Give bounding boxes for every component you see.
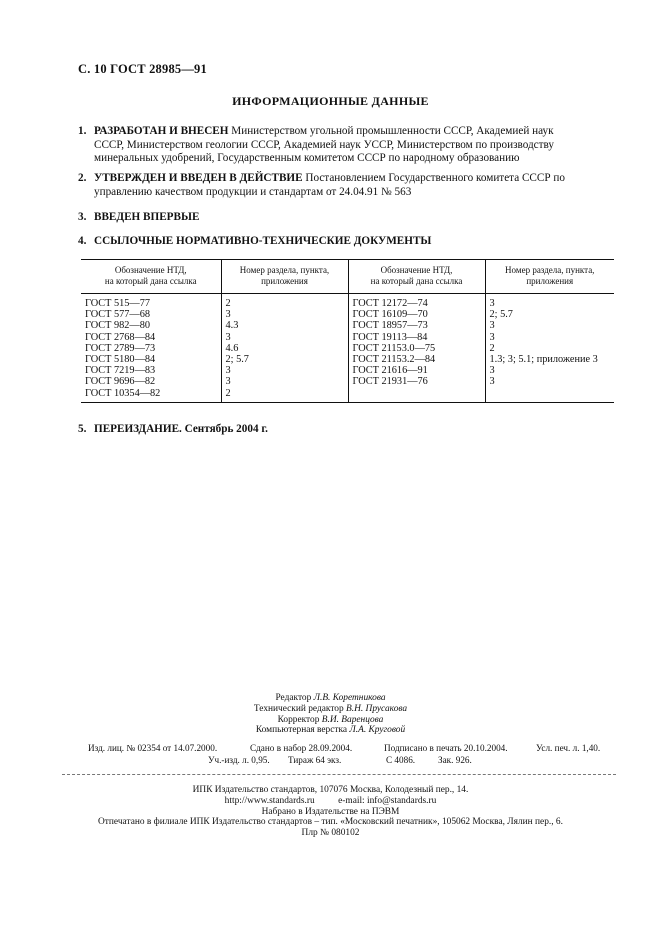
- info-item-3: [78, 211, 618, 225]
- page-header: С. 10 ГОСТ 28985—91: [78, 62, 207, 76]
- item-number: 5.: [78, 423, 87, 435]
- table-cell: ГОСТ 19113—84: [348, 332, 485, 343]
- credit-line: Редактор Л.В. Коретникова: [275, 693, 386, 703]
- table-cell: ГОСТ 18957—73: [348, 320, 485, 331]
- table-cell: 3: [221, 309, 348, 320]
- table-cell: 2: [221, 294, 348, 310]
- table-row: [81, 365, 614, 376]
- publisher-line: Плр № 080102: [301, 828, 360, 839]
- imprint-typeset: Сдано в набор 28.09.2004.: [250, 743, 353, 753]
- table-row: [81, 376, 614, 387]
- credit-name: В.И. Варенцова: [321, 714, 384, 725]
- publisher-line: ИПК Издательство стандартов, 107076 Москва, Колодезный пер., 14.: [192, 785, 469, 795]
- table-cell: 3: [485, 365, 614, 376]
- table-cell: ГОСТ 5180—84: [85, 354, 156, 366]
- table-cell: [485, 388, 614, 403]
- publisher-line: Отпечатано в филиале ИПК Издательство стандартов – тип. «Московский печатник», 105062 Москва, Лялин пер., 6.: [98, 817, 563, 828]
- table-cell: 3: [221, 332, 348, 343]
- table-row: [81, 309, 614, 320]
- table-cell: 3: [485, 294, 614, 310]
- table-cell: 2: [221, 388, 348, 403]
- imprint-license: Изд. лиц. № 02354 от 14.07.2000.: [88, 743, 218, 753]
- table-cell: ГОСТ 577—68: [85, 309, 151, 321]
- item-number: 1.: [78, 125, 87, 137]
- references-table-wrapper: [81, 259, 614, 403]
- table-cell: ГОСТ 7219—83: [85, 365, 156, 377]
- table-cell: 3: [221, 376, 348, 387]
- table-cell: ГОСТ 21931—76: [348, 376, 485, 387]
- item-text: Постановлением Государственного комитета СССР по: [305, 172, 565, 184]
- item-text: СССР, Министерством геологии СССР, Академией наук УССР, Министерством по производству: [94, 138, 555, 151]
- table-row: [81, 354, 614, 365]
- col-header-ntd-2: Обозначение НТД, на который дана ссылка: [348, 260, 485, 294]
- table-cell: 2; 5.7: [485, 309, 614, 320]
- info-item-2: [78, 172, 618, 199]
- credit-name: В.Н. Прусакова: [346, 703, 408, 714]
- item-text: управлению качеством продукции и стандартам от 24.04.91 № 563: [94, 185, 412, 198]
- item-text: минеральных удобрений, Государственным комитетом СССР по народному образованию: [94, 152, 520, 164]
- item-text: Министерством угольной промышленности СССР, Академией наук: [231, 125, 554, 137]
- imprint-pub-sheets: Уч.-изд. л. 0,95.: [208, 755, 270, 765]
- publisher-line: Набрано в Издательстве на ПЭВМ: [261, 806, 400, 817]
- table-cell: 4.6: [221, 343, 348, 354]
- editorial-credits: [0, 693, 661, 736]
- imprint-run: Тираж 64 экз.: [288, 755, 342, 765]
- table-cell: ГОСТ 9696—82: [85, 376, 156, 388]
- table-cell: ГОСТ 21616—91: [348, 365, 485, 376]
- table-row: [81, 332, 614, 343]
- table-cell: 2; 5.7: [221, 354, 348, 365]
- imprint-order-c: С 4086.: [386, 755, 416, 765]
- table-row: [81, 320, 614, 331]
- imprint-order: Зак. 926.: [438, 755, 472, 765]
- credit-line: Компьютерная верстка Л.А. Круговой: [255, 725, 406, 736]
- table-row: [81, 388, 614, 403]
- publisher-line: http://www.standards.ru e-mail: info@standards.ru: [224, 795, 437, 806]
- table-cell: 1.3; 3; 5.1; приложение 3: [485, 354, 614, 365]
- credit-line: Корректор В.И. Варенцова: [277, 714, 384, 725]
- col-header-section-2: Номер раздела, пункта, приложения: [485, 260, 614, 294]
- table-cell: ГОСТ 982—80: [85, 320, 151, 332]
- credit-line: Технический редактор В.Н. Прусакова: [253, 703, 408, 714]
- table-cell: ГОСТ 16109—70: [348, 309, 485, 320]
- table-row: [81, 294, 614, 310]
- table-cell: ГОСТ 12172—74: [348, 294, 485, 310]
- credit-name: Л.В. Коретникова: [313, 693, 386, 703]
- table-header-row: [81, 260, 614, 294]
- col-header-ntd-1: Обозначение НТД, на который дана ссылка: [81, 260, 221, 294]
- table-cell: [348, 388, 485, 403]
- divider: [62, 774, 616, 775]
- table-cell: 2: [485, 343, 614, 354]
- item-label: ПЕРЕИЗДАНИЕ. Сентябрь 2004 г.: [94, 423, 268, 435]
- info-item-5: [78, 423, 618, 437]
- table-cell: ГОСТ 21153.0—75: [348, 343, 485, 354]
- table-row: [81, 343, 614, 354]
- publisher-info: [0, 785, 661, 839]
- item-number: 4.: [78, 235, 87, 247]
- info-item-1: [78, 125, 618, 166]
- item-label: ССЫЛОЧНЫЕ НОРМАТИВНО-ТЕХНИЧЕСКИЕ ДОКУМЕНТЫ: [94, 235, 432, 247]
- item-number: 2.: [78, 172, 87, 184]
- item-number: 3.: [78, 211, 87, 223]
- imprint-signed: Подписано в печать 20.10.2004.: [384, 743, 508, 753]
- table-cell: ГОСТ 2789—73: [85, 342, 156, 354]
- col-header-section-1: Номер раздела, пункта, приложения: [221, 260, 348, 294]
- info-item-4: [78, 235, 618, 249]
- item-label: УТВЕРЖДЕН И ВВЕДЕН В ДЕЙСТВИЕ: [94, 172, 303, 184]
- table-cell: ГОСТ 21153.2—84: [348, 354, 485, 365]
- info-item-2-line-1: [78, 172, 618, 186]
- info-item-1-line-1: [78, 125, 618, 139]
- credit-name: Л.А. Круговой: [349, 725, 406, 736]
- table-cell: 3: [485, 320, 614, 331]
- table-cell: 3: [485, 332, 614, 343]
- table-cell: ГОСТ 2768—84: [85, 331, 156, 343]
- table-cell: 3: [485, 376, 614, 387]
- table-cell: ГОСТ 10354—82: [81, 388, 221, 403]
- table-cell: ГОСТ 515—77: [85, 298, 151, 309]
- section-title: ИНФОРМАЦИОННЫЕ ДАННЫЕ: [232, 94, 429, 108]
- imprint-print-sheets: Усл. печ. л. 1,40.: [536, 743, 601, 753]
- item-label: ВВЕДЕН ВПЕРВЫЕ: [94, 211, 200, 223]
- item-label: РАЗРАБОТАН И ВНЕСЕН: [94, 125, 229, 137]
- table-cell: 4.3: [221, 320, 348, 331]
- references-table: [81, 259, 614, 403]
- table-cell: 3: [221, 365, 348, 376]
